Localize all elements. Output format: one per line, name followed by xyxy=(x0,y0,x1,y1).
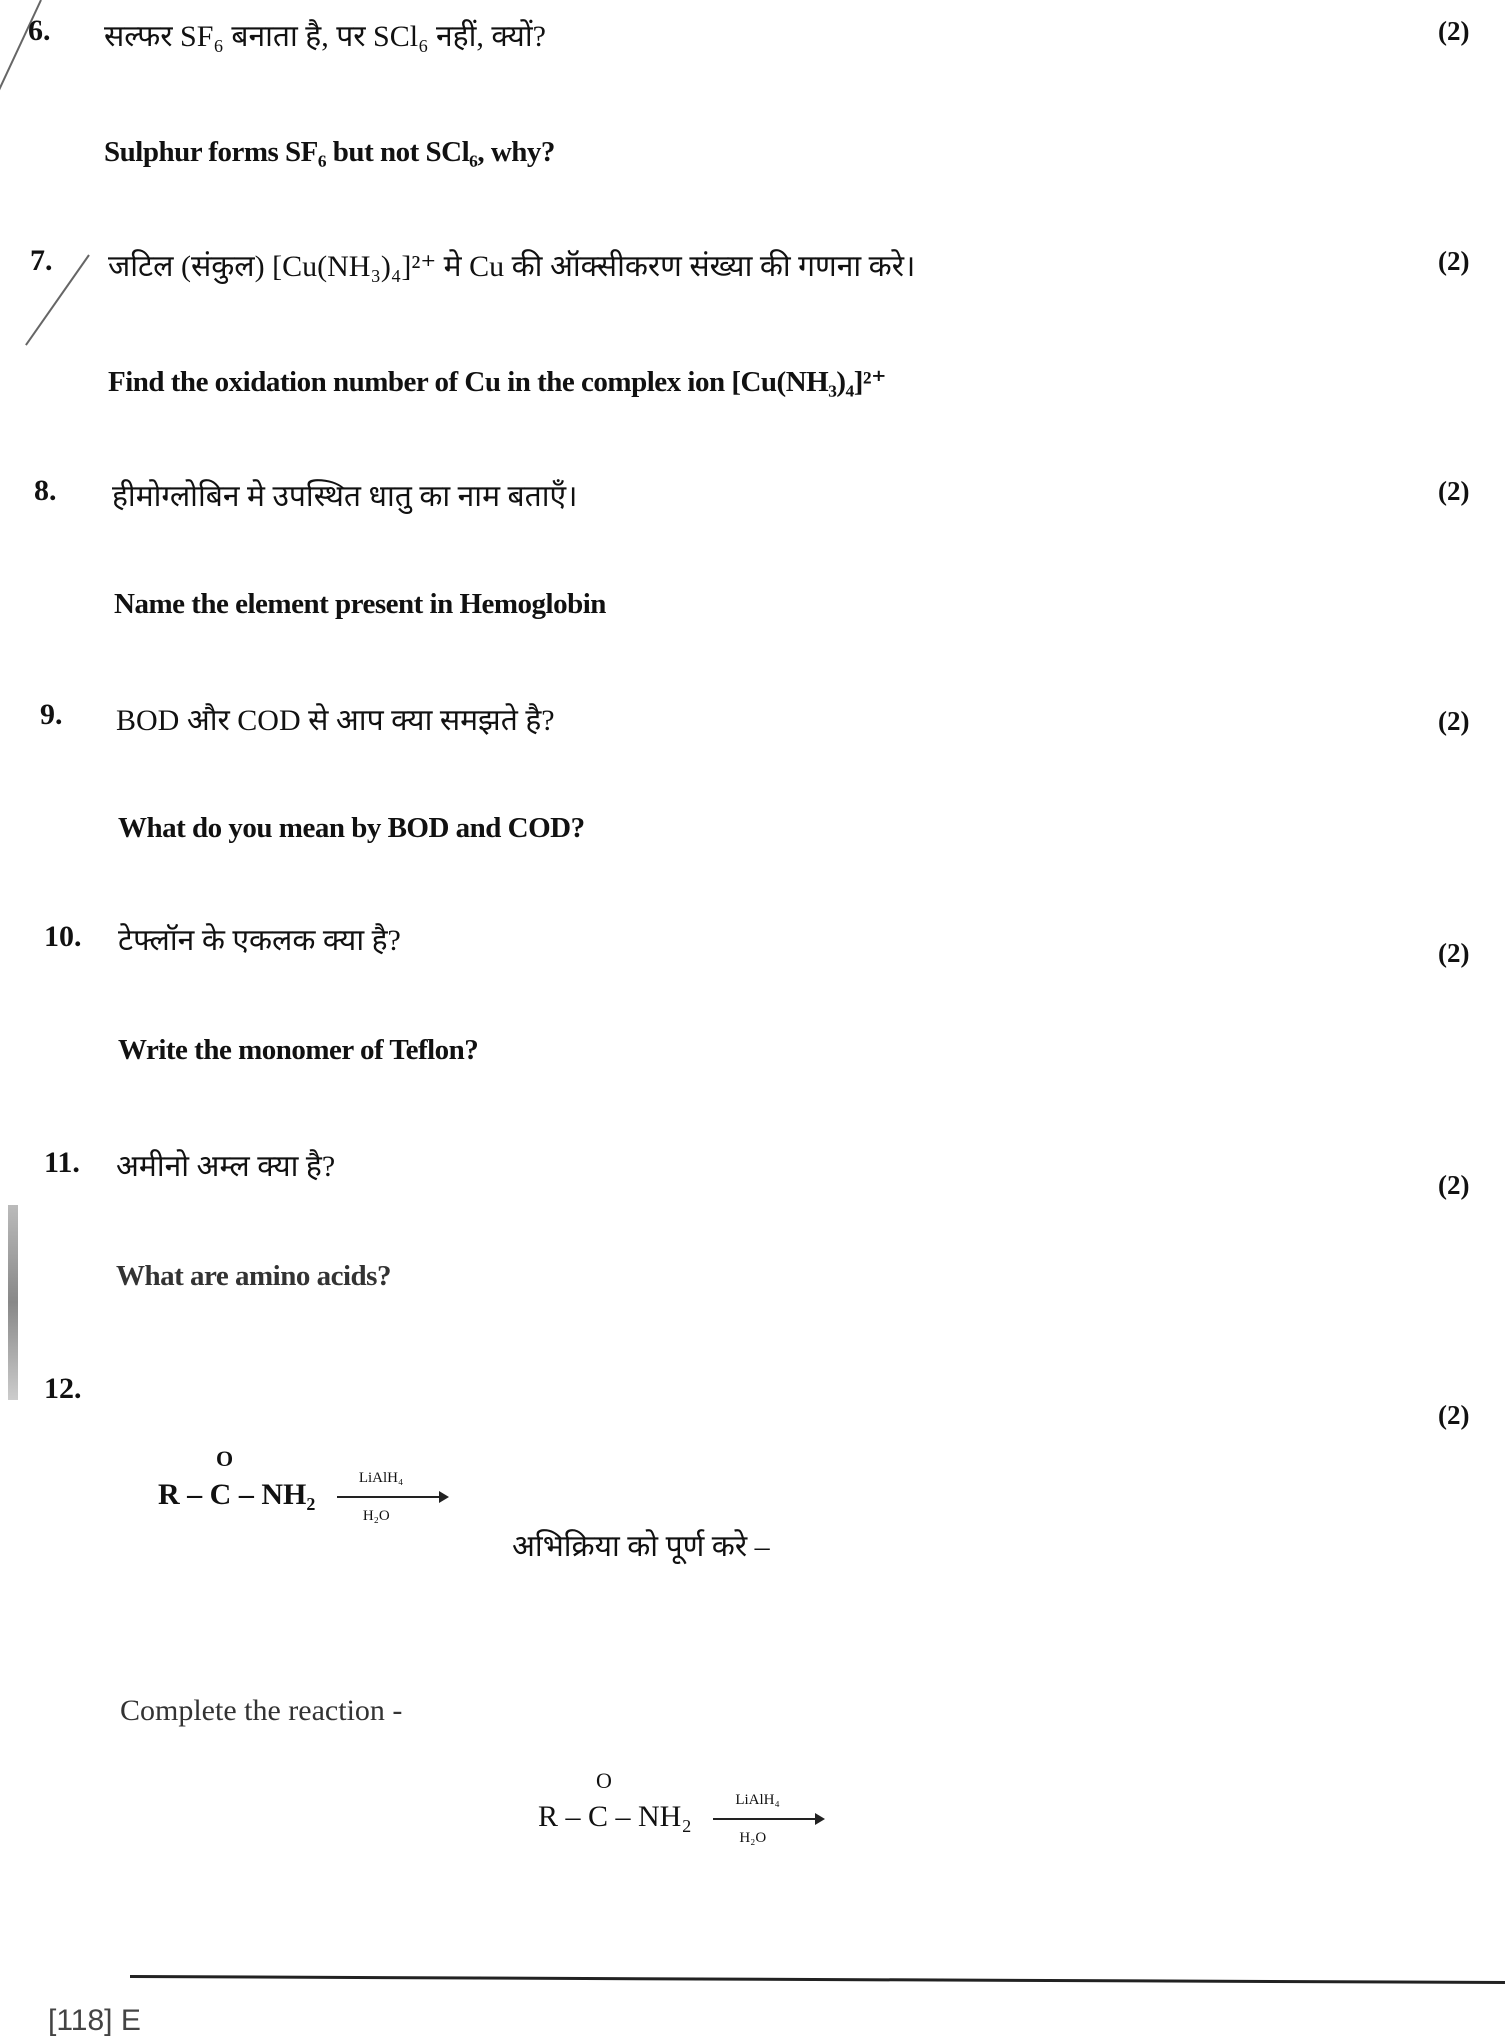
question-marks: (2) xyxy=(1438,938,1470,968)
question-english: Find the oxidation number of Cu in the complex ion [Cu(NH₃)₄]²⁺ xyxy=(108,366,886,398)
reagent-above: LiAlH₄ xyxy=(735,1792,780,1809)
footer-divider xyxy=(130,1975,1505,1984)
carbonyl-oxygen: O xyxy=(596,1768,612,1793)
question-number: 11. xyxy=(44,1146,80,1179)
question-number: 7. xyxy=(30,244,53,277)
scan-artifact xyxy=(8,1205,18,1400)
reagent-below: H₂O xyxy=(739,1830,767,1847)
reaction-arrow xyxy=(713,1792,823,1847)
reagent-below: H₂O xyxy=(362,1508,390,1525)
question-hindi: अभिक्रिया को पूर्ण करे – xyxy=(512,1530,770,1563)
question-english: Sulphur forms SF₆ but not SCl₆, why? xyxy=(104,136,555,168)
reactant: R – C – NH₂ xyxy=(538,1800,692,1833)
reactant: R – C – NH₂ xyxy=(158,1478,316,1511)
question-marks: (2) xyxy=(1438,476,1470,506)
question-marks: (2) xyxy=(1438,246,1470,276)
reaction-arrow xyxy=(337,1470,447,1525)
question-english: What do you mean by BOD and COD? xyxy=(118,812,585,844)
question-english: Complete the reaction - xyxy=(120,1694,403,1727)
paper-code: [118] E xyxy=(48,2004,141,2037)
question-hindi: टेफ्लॉन के एकलक क्या है? xyxy=(118,924,401,957)
question-marks: (2) xyxy=(1438,1170,1470,1200)
question-english: Name the element present in Hemoglobin xyxy=(114,588,606,620)
question-number: 9. xyxy=(40,698,63,731)
reaction-formula-english xyxy=(538,1768,823,1847)
question-number: 8. xyxy=(34,474,57,507)
question-number: 10. xyxy=(44,920,82,953)
question-marks: (2) xyxy=(1438,16,1470,46)
question-hindi: हीमोग्लोबिन मे उपस्थित धातु का नाम बताएँ। xyxy=(112,480,578,513)
carbonyl-oxygen: O xyxy=(216,1446,234,1471)
question-marks: (2) xyxy=(1438,706,1470,736)
question-hindi: BOD और COD से आप क्या समझते है? xyxy=(116,704,555,737)
question-hindi: सल्फर SF₆ बनाता है, पर SCl₆ नहीं, क्यों? xyxy=(104,20,546,53)
question-english: Write the monomer of Teflon? xyxy=(118,1034,479,1066)
question-hindi: अमीनो अम्ल क्या है? xyxy=(116,1150,336,1183)
question-number: 6. xyxy=(28,14,51,47)
question-english: What are amino acids? xyxy=(116,1260,391,1292)
question-number: 12. xyxy=(44,1372,82,1405)
reaction-formula xyxy=(158,1446,447,1525)
question-hindi: जटिल (संकुल) [Cu(NH₃)₄]²⁺ मे Cu की ऑक्सीकरण संख्या की गणना करे। xyxy=(108,250,916,283)
question-marks: (2) xyxy=(1438,1400,1470,1430)
reagent-above: LiAlH₄ xyxy=(358,1470,404,1487)
